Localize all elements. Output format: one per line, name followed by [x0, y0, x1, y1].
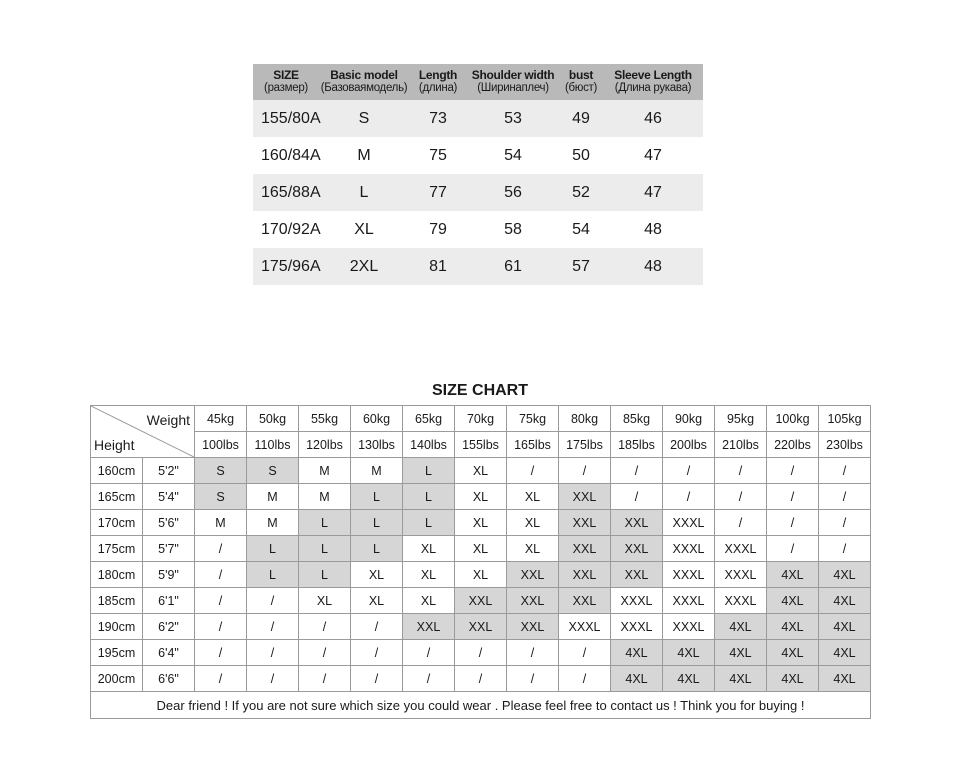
size-cell: 4XL: [819, 588, 871, 614]
size-cell: XL: [455, 510, 507, 536]
size-cell: /: [299, 614, 351, 640]
size-cell: /: [507, 666, 559, 692]
size-cell: /: [819, 510, 871, 536]
size-cell: XXL: [559, 510, 611, 536]
size-cell: /: [767, 458, 819, 484]
size-cell: XL: [351, 588, 403, 614]
size-cell: 4XL: [819, 614, 871, 640]
size-cell: XXL: [559, 588, 611, 614]
size-cell: M: [247, 484, 299, 510]
size-cell: /: [299, 666, 351, 692]
size-cell: /: [195, 588, 247, 614]
size-cell: /: [559, 458, 611, 484]
size-cell: 4XL: [767, 666, 819, 692]
size-cell: XXXL: [715, 536, 767, 562]
size-cell: XL: [403, 562, 455, 588]
size-cell: XXL: [611, 510, 663, 536]
size-cell: /: [611, 484, 663, 510]
measurement-cell: 46: [603, 100, 703, 137]
chart-row: [91, 614, 871, 640]
size-cell: XL: [455, 536, 507, 562]
weight-lbs-cell: 130lbs: [351, 432, 403, 458]
size-cell: /: [195, 614, 247, 640]
size-cell: /: [819, 484, 871, 510]
weight-lbs-cell: 230lbs: [819, 432, 871, 458]
height-ft-cell: 6'1": [143, 588, 195, 614]
size-cell: M: [299, 458, 351, 484]
chart-header-row-kg: [91, 406, 871, 432]
size-cell: /: [715, 510, 767, 536]
size-cell: /: [351, 614, 403, 640]
size-cell: XL: [455, 484, 507, 510]
measurement-cell: 165/88A: [253, 174, 319, 211]
chart-row: [91, 640, 871, 666]
measurement-cell: 56: [467, 174, 559, 211]
size-cell: XXXL: [611, 588, 663, 614]
measurement-cell: 49: [559, 100, 603, 137]
size-cell: 4XL: [819, 562, 871, 588]
measurement-cell: 77: [409, 174, 467, 211]
size-cell: /: [767, 484, 819, 510]
measurement-cell: 52: [559, 174, 603, 211]
size-cell: XXL: [611, 562, 663, 588]
size-cell: 4XL: [715, 614, 767, 640]
size-cell: 4XL: [663, 640, 715, 666]
size-cell: /: [247, 614, 299, 640]
size-chart-table: [90, 405, 871, 719]
header-label: Shoulder width: [471, 68, 555, 82]
size-cell: /: [403, 666, 455, 692]
header-label: bust: [568, 68, 594, 82]
height-cm-cell: 200cm: [91, 666, 143, 692]
size-cell: S: [195, 458, 247, 484]
size-cell: /: [715, 458, 767, 484]
height-cm-cell: 195cm: [91, 640, 143, 666]
height-ft-cell: 5'4": [143, 484, 195, 510]
header-sublabel: (Ширинаплеч): [477, 82, 549, 94]
weight-lbs-cell: 175lbs: [559, 432, 611, 458]
header-label: SIZE: [273, 68, 299, 82]
weight-kg-cell: 70kg: [455, 406, 507, 432]
size-cell: /: [247, 666, 299, 692]
size-cell: XXL: [611, 536, 663, 562]
measurement-cell: 75: [409, 137, 467, 174]
measurement-header-cell: [409, 64, 467, 100]
height-cm-cell: 165cm: [91, 484, 143, 510]
size-cell: 4XL: [715, 640, 767, 666]
size-cell: /: [247, 588, 299, 614]
measurement-row: [253, 137, 703, 174]
header-sublabel: (размер): [264, 82, 308, 94]
size-cell: S: [247, 458, 299, 484]
size-cell: 4XL: [819, 640, 871, 666]
size-cell: /: [611, 458, 663, 484]
measurement-body: [253, 100, 703, 285]
size-cell: XL: [403, 536, 455, 562]
measurement-header-cell: [253, 64, 319, 100]
chart-row: [91, 458, 871, 484]
size-cell: 4XL: [663, 666, 715, 692]
size-cell: 4XL: [767, 640, 819, 666]
size-cell: /: [455, 640, 507, 666]
measurement-cell: XL: [319, 211, 409, 248]
size-cell: /: [663, 458, 715, 484]
measurement-cell: 54: [467, 137, 559, 174]
size-cell: L: [247, 536, 299, 562]
header-sublabel: (бюст): [564, 82, 598, 94]
height-ft-cell: 5'7": [143, 536, 195, 562]
measurement-cell: 54: [559, 211, 603, 248]
header-label: Length: [418, 68, 458, 82]
size-cell: XXL: [455, 614, 507, 640]
size-cell: /: [819, 536, 871, 562]
measurement-header-row: [253, 64, 703, 100]
size-cell: XL: [455, 458, 507, 484]
measurement-cell: L: [319, 174, 409, 211]
height-ft-cell: 6'4": [143, 640, 195, 666]
size-cell: XXXL: [559, 614, 611, 640]
measurement-cell: 155/80A: [253, 100, 319, 137]
size-cell: L: [351, 510, 403, 536]
measurement-cell: S: [319, 100, 409, 137]
size-cell: XXXL: [663, 536, 715, 562]
measurement-header-cell: [603, 64, 703, 100]
size-cell: /: [767, 536, 819, 562]
measurement-cell: 170/92A: [253, 211, 319, 248]
measurement-cell: 175/96A: [253, 248, 319, 285]
size-cell: /: [767, 510, 819, 536]
height-cm-cell: 190cm: [91, 614, 143, 640]
size-cell: L: [403, 458, 455, 484]
size-chart-body: [91, 406, 871, 719]
size-cell: /: [455, 666, 507, 692]
size-cell: /: [559, 640, 611, 666]
weight-lbs-cell: 100lbs: [195, 432, 247, 458]
measurement-cell: M: [319, 137, 409, 174]
size-cell: XXXL: [715, 562, 767, 588]
height-cm-cell: 185cm: [91, 588, 143, 614]
size-cell: 4XL: [767, 614, 819, 640]
header-sublabel: (длина): [418, 82, 458, 94]
weight-lbs-cell: 165lbs: [507, 432, 559, 458]
measurement-cell: 48: [603, 211, 703, 248]
header-sublabel: (Длина рукава): [614, 82, 692, 94]
size-cell: /: [195, 536, 247, 562]
size-cell: XXL: [559, 562, 611, 588]
size-cell: XXL: [559, 536, 611, 562]
weight-kg-cell: 105kg: [819, 406, 871, 432]
measurement-row: [253, 211, 703, 248]
measurement-row: [253, 248, 703, 285]
size-cell: S: [195, 484, 247, 510]
footer-note: Dear friend ! If you are not sure which size you could wear . Please feel free to contact us ! Think you for buying !: [91, 692, 871, 719]
size-cell: L: [247, 562, 299, 588]
weight-kg-cell: 95kg: [715, 406, 767, 432]
size-cell: 4XL: [715, 666, 767, 692]
measurement-cell: 2XL: [319, 248, 409, 285]
measurement-header-cell: [559, 64, 603, 100]
size-cell: /: [663, 484, 715, 510]
size-chart-title: SIZE CHART: [432, 382, 528, 399]
size-cell: XXXL: [663, 510, 715, 536]
height-cm-cell: 175cm: [91, 536, 143, 562]
size-cell: /: [403, 640, 455, 666]
weight-lbs-cell: 120lbs: [299, 432, 351, 458]
weight-lbs-cell: 220lbs: [767, 432, 819, 458]
chart-header-row-lbs: [91, 432, 871, 458]
measurement-cell: 81: [409, 248, 467, 285]
size-cell: XXL: [559, 484, 611, 510]
size-cell: XL: [299, 588, 351, 614]
measurement-cell: 50: [559, 137, 603, 174]
measurement-cell: 160/84A: [253, 137, 319, 174]
measurement-row: [253, 174, 703, 211]
size-cell: XXXL: [663, 588, 715, 614]
measurement-cell: 53: [467, 100, 559, 137]
weight-kg-cell: 90kg: [663, 406, 715, 432]
weight-kg-cell: 55kg: [299, 406, 351, 432]
weight-kg-cell: 45kg: [195, 406, 247, 432]
height-ft-cell: 6'6": [143, 666, 195, 692]
size-cell: /: [247, 640, 299, 666]
weight-label: Weight: [146, 412, 190, 428]
size-cell: L: [403, 484, 455, 510]
measurement-cell: 57: [559, 248, 603, 285]
chart-row: [91, 666, 871, 692]
weight-lbs-cell: 155lbs: [455, 432, 507, 458]
weight-lbs-cell: 185lbs: [611, 432, 663, 458]
size-cell: /: [819, 458, 871, 484]
header-label: Basic model: [330, 68, 398, 82]
header-label: Sleeve Length: [614, 68, 692, 82]
size-cell: XL: [507, 536, 559, 562]
size-cell: L: [299, 510, 351, 536]
weight-kg-cell: 100kg: [767, 406, 819, 432]
chart-row: [91, 588, 871, 614]
weight-kg-cell: 85kg: [611, 406, 663, 432]
height-ft-cell: 5'2": [143, 458, 195, 484]
size-cell: XL: [351, 562, 403, 588]
weight-lbs-cell: 140lbs: [403, 432, 455, 458]
height-cm-cell: 180cm: [91, 562, 143, 588]
size-cell: XXL: [403, 614, 455, 640]
height-ft-cell: 6'2": [143, 614, 195, 640]
size-cell: L: [351, 484, 403, 510]
size-cell: /: [195, 562, 247, 588]
measurement-header-cell: [319, 64, 409, 100]
size-cell: XL: [507, 510, 559, 536]
size-cell: M: [299, 484, 351, 510]
weight-height-corner: [91, 406, 195, 458]
measurement-cell: 79: [409, 211, 467, 248]
size-cell: M: [247, 510, 299, 536]
measurement-cell: 47: [603, 174, 703, 211]
size-cell: 4XL: [767, 562, 819, 588]
chart-footer-row: [91, 692, 871, 719]
size-cell: XXXL: [663, 614, 715, 640]
size-cell: 4XL: [611, 666, 663, 692]
size-cell: M: [195, 510, 247, 536]
size-cell: L: [299, 562, 351, 588]
measurement-table: [253, 64, 703, 285]
chart-row: [91, 510, 871, 536]
weight-lbs-cell: 210lbs: [715, 432, 767, 458]
size-cell: /: [299, 640, 351, 666]
size-cell: /: [195, 666, 247, 692]
size-cell: 4XL: [819, 666, 871, 692]
size-cell: L: [299, 536, 351, 562]
weight-kg-cell: 80kg: [559, 406, 611, 432]
size-cell: /: [351, 640, 403, 666]
size-cell: 4XL: [611, 640, 663, 666]
chart-row: [91, 484, 871, 510]
measurement-cell: 61: [467, 248, 559, 285]
chart-row: [91, 562, 871, 588]
weight-kg-cell: 65kg: [403, 406, 455, 432]
measurement-cell: 48: [603, 248, 703, 285]
height-ft-cell: 5'9": [143, 562, 195, 588]
measurement-header-cell: [467, 64, 559, 100]
measurement-row: [253, 100, 703, 137]
size-cell: XXXL: [663, 562, 715, 588]
size-cell: XXL: [507, 614, 559, 640]
chart-row: [91, 536, 871, 562]
height-cm-cell: 160cm: [91, 458, 143, 484]
size-cell: XXL: [507, 562, 559, 588]
measurement-cell: 47: [603, 137, 703, 174]
size-cell: /: [559, 666, 611, 692]
size-cell: /: [351, 666, 403, 692]
size-cell: XXL: [507, 588, 559, 614]
weight-lbs-cell: 200lbs: [663, 432, 715, 458]
size-cell: /: [715, 484, 767, 510]
size-cell: XXXL: [715, 588, 767, 614]
size-cell: /: [507, 458, 559, 484]
size-cell: XXXL: [611, 614, 663, 640]
weight-kg-cell: 75kg: [507, 406, 559, 432]
measurement-cell: 58: [467, 211, 559, 248]
weight-kg-cell: 50kg: [247, 406, 299, 432]
header-sublabel: (Базоваямодель): [320, 82, 408, 94]
size-cell: L: [403, 510, 455, 536]
size-cell: /: [195, 640, 247, 666]
size-cell: XL: [455, 562, 507, 588]
size-cell: XL: [507, 484, 559, 510]
size-cell: XXL: [455, 588, 507, 614]
size-cell: XL: [403, 588, 455, 614]
height-label: Height: [94, 437, 135, 453]
weight-kg-cell: 60kg: [351, 406, 403, 432]
height-cm-cell: 170cm: [91, 510, 143, 536]
weight-lbs-cell: 110lbs: [247, 432, 299, 458]
size-cell: L: [351, 536, 403, 562]
size-cell: /: [507, 640, 559, 666]
size-cell: M: [351, 458, 403, 484]
measurement-cell: 73: [409, 100, 467, 137]
height-ft-cell: 5'6": [143, 510, 195, 536]
size-cell: 4XL: [767, 588, 819, 614]
